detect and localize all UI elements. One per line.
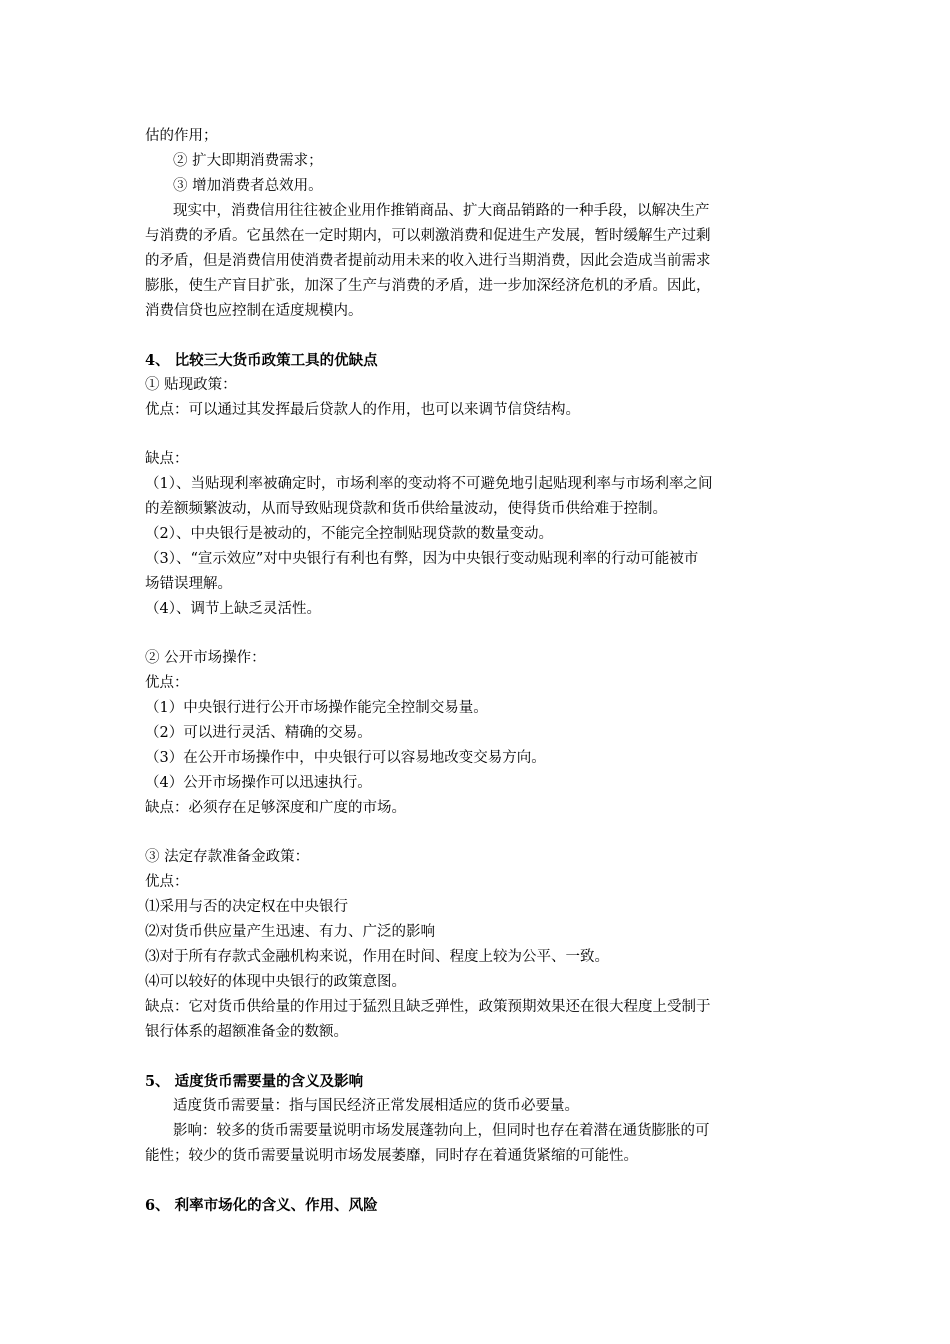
text-line: ② 扩大即期消费需求； bbox=[173, 153, 323, 169]
text-line: （3）在公开市场操作中，中央银行可以容易地改变交易方向。 bbox=[145, 750, 546, 766]
text-line: 影响：较多的货币需要量说明市场发展蓬勃向上，但同时也存在着潜在通货膨胀的可 bbox=[173, 1123, 710, 1139]
text-line: 场错误理解。 bbox=[145, 576, 232, 592]
text-line: 消费信贷也应控制在适度规模内。 bbox=[145, 303, 363, 319]
text-line: （1）中央银行进行公开市场操作能完全控制交易量。 bbox=[145, 700, 488, 716]
text-line: ⑴采用与否的决定权在中央银行 bbox=[145, 899, 348, 915]
text-line: 优点：可以通过其发挥最后贷款人的作用，也可以来调节信贷结构。 bbox=[145, 402, 580, 418]
text-line: （4）、调节上缺乏灵活性。 bbox=[145, 601, 321, 617]
text-line: 估的作用； bbox=[145, 128, 218, 144]
text-line: 优点： bbox=[145, 874, 189, 890]
paragraph-gap bbox=[145, 622, 950, 646]
text-line: 现实中，消费信用往往被企业用作推销商品、扩大商品销路的一种手段，以解决生产 bbox=[173, 203, 710, 219]
paragraph-gap bbox=[145, 324, 950, 348]
text-line: ⑷可以较好的体现中央银行的政策意图。 bbox=[145, 974, 406, 990]
text-line: 与消费的矛盾。它虽然在一定时期内，可以刺激消费和促进生产发展，暂时缓解生产过剩 bbox=[145, 228, 711, 244]
section-heading: 6、 利率市场化的含义、作用、风险 bbox=[145, 1197, 378, 1214]
text-line: ⑵对货币供应量产生迅速、有力、广泛的影响 bbox=[145, 924, 435, 940]
paragraph-gap bbox=[145, 1045, 950, 1069]
text-line: 缺点：它对货币供给量的作用过于猛烈且缺乏弹性，政策预期效果还在很大程度上受制于 bbox=[145, 999, 711, 1015]
text-line: （3）、“宣示效应”对中央银行有利也有弊，因为中央银行变动贴现利率的行动可能被市 bbox=[145, 551, 699, 567]
text-line: （4）公开市场操作可以迅速执行。 bbox=[145, 775, 372, 791]
paragraph-gap bbox=[145, 423, 950, 447]
text-line: 的矛盾，但是消费信用使消费者提前动用未来的收入进行当期消费，因此会造成当前需求 bbox=[145, 253, 711, 269]
text-line: 膨胀，使生产盲目扩张，加深了生产与消费的矛盾，进一步加深经济危机的矛盾。因此， bbox=[145, 278, 711, 294]
paragraph-gap bbox=[145, 1169, 950, 1193]
paragraph-gap bbox=[145, 821, 950, 845]
text-line: ① 贴现政策： bbox=[145, 377, 237, 393]
text-line: 缺点： bbox=[145, 451, 189, 467]
text-line: ③ 法定存款准备金政策： bbox=[145, 849, 310, 865]
text-line: 适度货币需要量：指与国民经济正常发展相适应的货币必要量。 bbox=[173, 1098, 579, 1114]
text-line: 银行体系的超额准备金的数额。 bbox=[145, 1024, 348, 1040]
text-line: （2）可以进行灵活、精确的交易。 bbox=[145, 725, 372, 741]
text-line: 缺点：必须存在足够深度和广度的市场。 bbox=[145, 800, 406, 816]
text-line: （2）、中央银行是被动的，不能完全控制贴现贷款的数量变动。 bbox=[145, 526, 553, 542]
text-line: ③ 增加消费者总效用。 bbox=[173, 178, 323, 194]
text-line: ② 公开市场操作： bbox=[145, 650, 266, 666]
section-heading: 5、 适度货币需要量的含义及影响 bbox=[145, 1073, 364, 1090]
text-line: （1）、当贴现利率被确定时，市场利率的变动将不可避免地引起贴现利率与市场利率之间 bbox=[145, 476, 713, 492]
text-line: 的差额频繁波动，从而导致贴现贷款和货币供给量波动，使得货币供给难于控制。 bbox=[145, 501, 667, 517]
text-line: ⑶对于所有存款式金融机构来说，作用在时间、程度上较为公平、一致。 bbox=[145, 949, 609, 965]
section-heading: 4、 比较三大货币政策工具的优缺点 bbox=[145, 352, 378, 369]
text-line: 优点： bbox=[145, 675, 189, 691]
text-line: 能性；较少的货币需要量说明市场发展萎靡，同时存在着通货紧缩的可能性。 bbox=[145, 1148, 638, 1164]
